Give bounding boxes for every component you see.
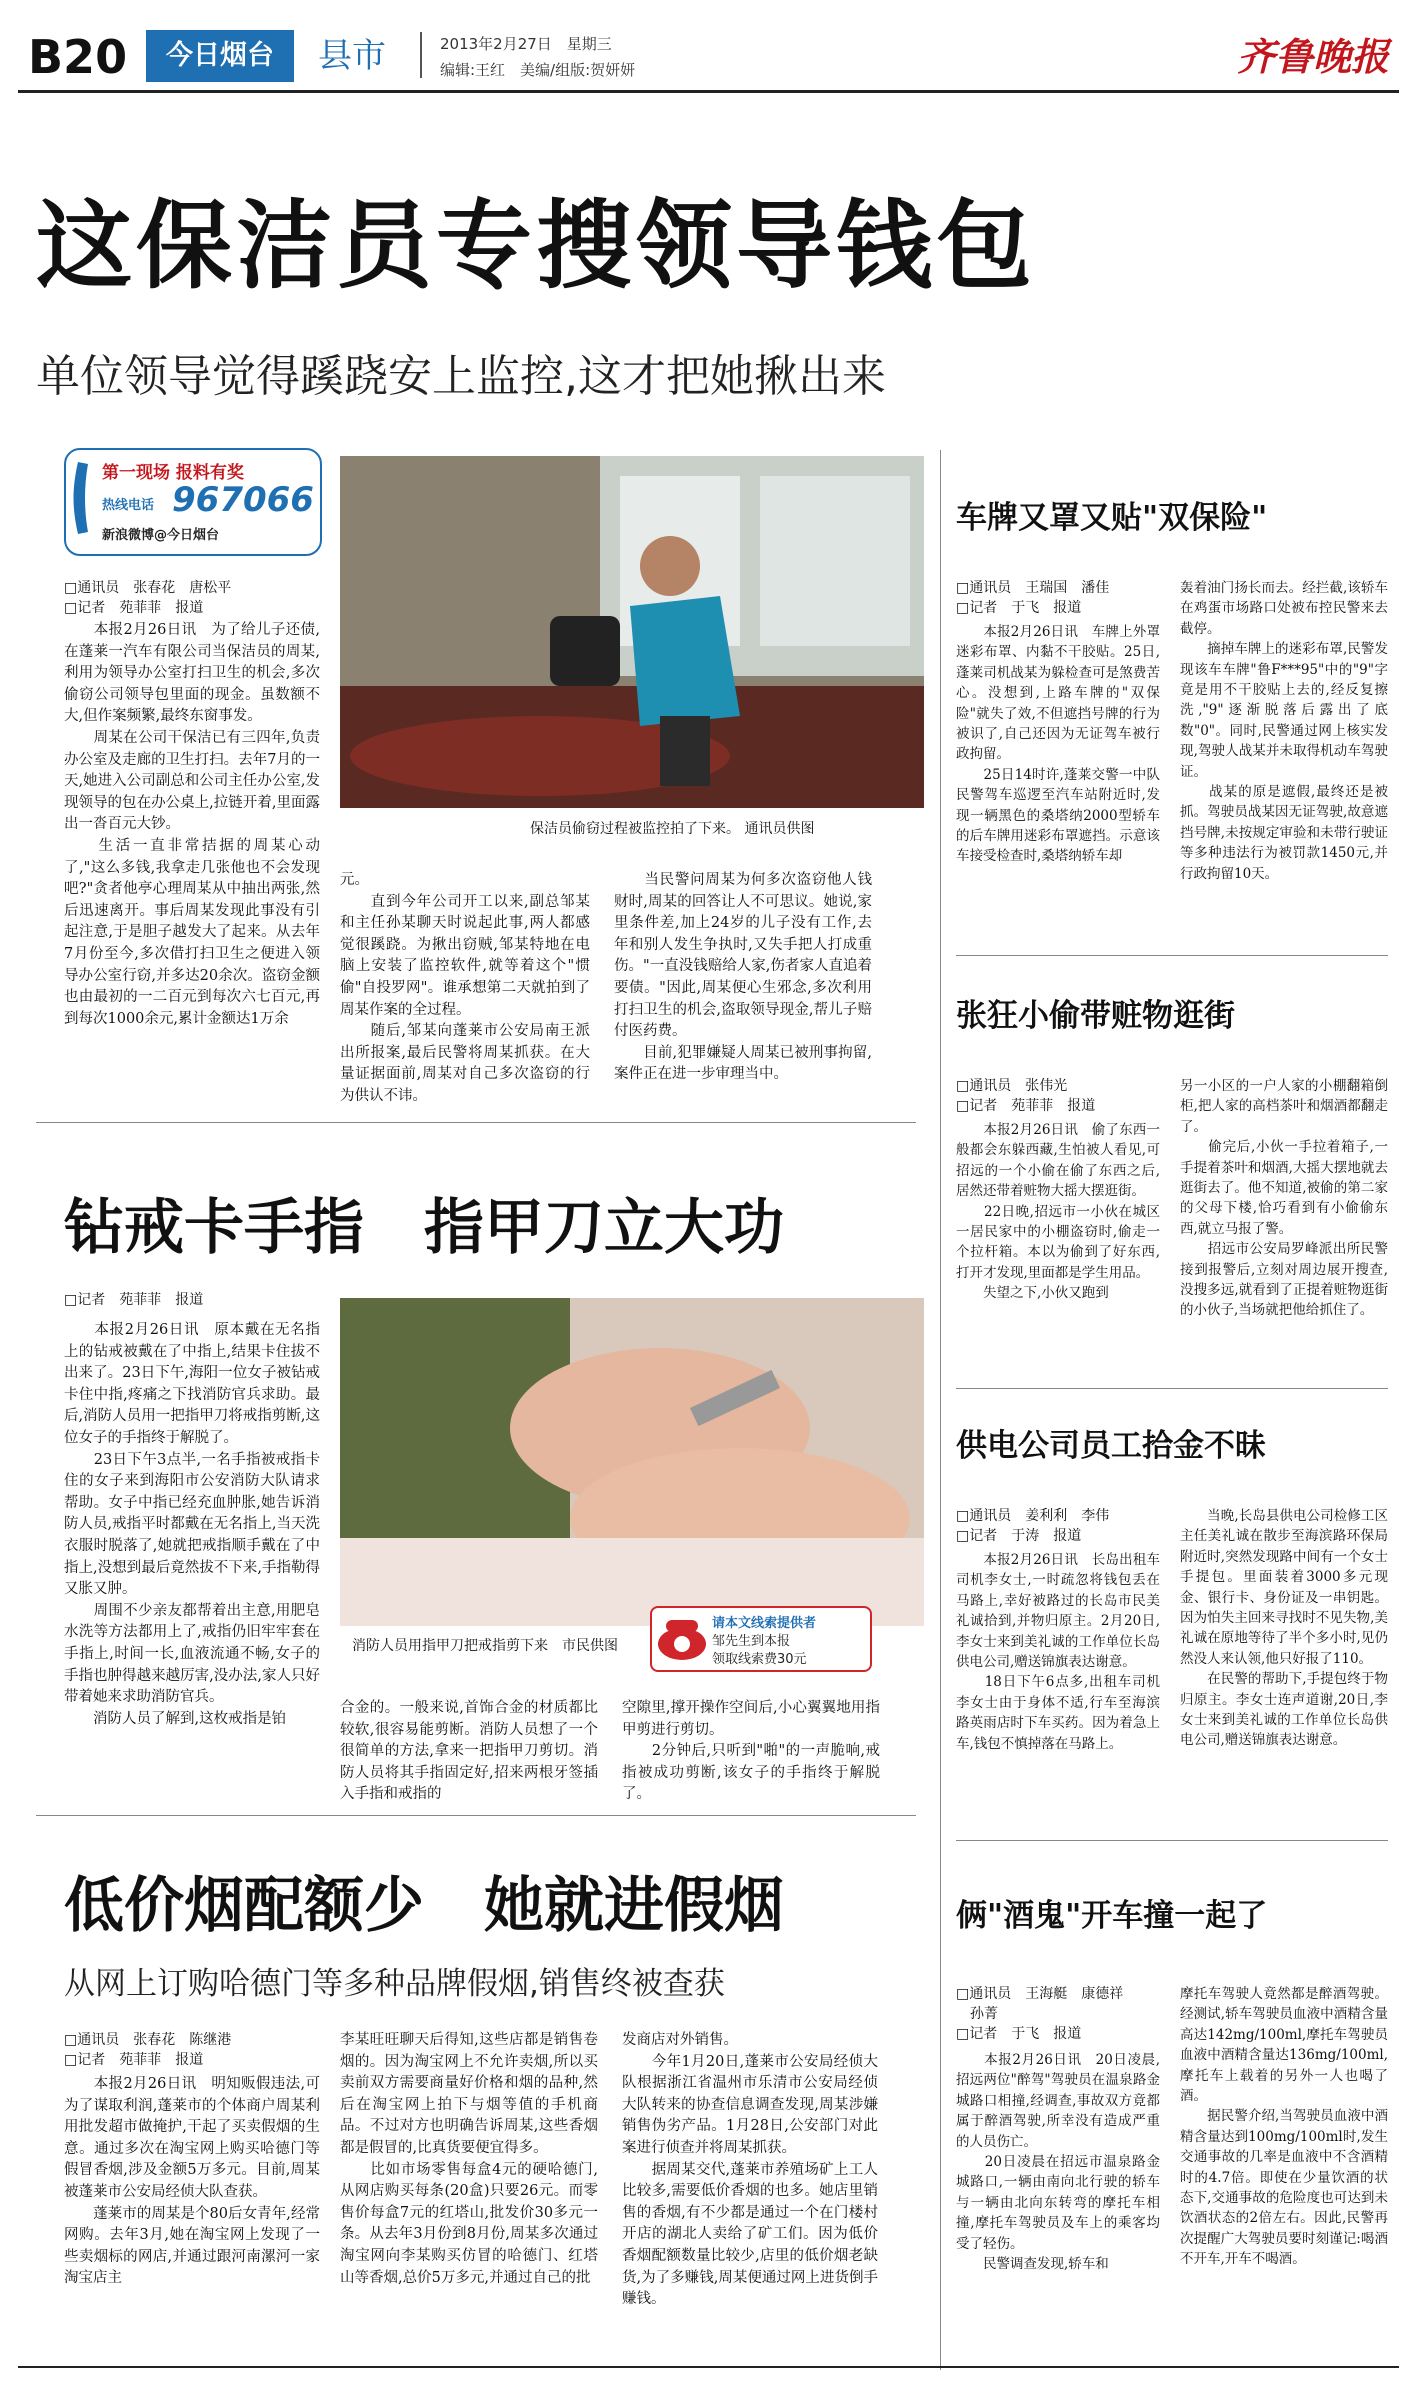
- footer-rule: [18, 2366, 1399, 2368]
- hotline-title: 第一现场 报料有奖: [102, 463, 244, 483]
- cig-subhead: 从网上订购哈德门等多种品牌假烟,销售终被查获: [64, 1966, 725, 2002]
- header-rule: [18, 90, 1399, 93]
- phone-handset-icon: [70, 458, 104, 538]
- plate-byline-correspondents: □通讯员 王瑞国 潘佳: [956, 580, 1110, 596]
- thief-rule: [956, 1388, 1388, 1389]
- drunk-body-col2: 摩托车驾驶人竟然都是醉酒驾驶。经测试,轿车驾驶员血液中酒精含量高达142mg/100ml,摩托车驾驶员血液中酒精含量达136mg/100ml,摩托车上载着的另外一人也喝了酒。 据民警介绍,当驾驶员血液中酒精含量达到100mg/100ml时,发生交通事故的几率是血液中不含酒精时的4.7倍。即使在少量饮酒的状态下,交通事故的危险度也可达到未饮酒状态的2倍左右。因此,民警再次提醒广大驾驶员要时刻谨记:喝酒不开车,开车不喝酒。: [1180, 1986, 1388, 2268]
- header-divider: [420, 32, 422, 78]
- main-byline-correspondents: □通讯员 张春花 唐松平: [64, 580, 232, 596]
- hotline-number: 967066: [172, 480, 314, 520]
- ring-byline: □记者 苑菲菲 报道: [64, 1292, 204, 1308]
- power-title: 供电公司员工拾金不昧: [956, 1428, 1266, 1464]
- tip-reward-line3: 领取线索费30元: [712, 1652, 807, 1667]
- main-byline-reporter: □记者 苑菲菲 报道: [64, 600, 204, 616]
- power-byline-reporter: □记者 于涛 报道: [956, 1528, 1082, 1544]
- power-byline: [956, 1506, 1109, 1546]
- cig-body-col2: 李某旺旺聊天后得知,这些店都是销售卷烟的。因为淘宝网上不允许卖烟,所以买卖前双方需要商量好价格和烟的品种,然后在淘宝网上拍下与烟等值的手机商品。不过对方也明确告诉周某,这些香烟都是假冒的,比真货要便宜得多。 比如市场零售每盒4元的硬哈德门,从网店购买每条(20盒)只要26元。而零售价每盒7元的红塔山,批发价30多元一条。从去年3月份到8月份,周某多次通过淘宝网向李某购买仿冒的哈德门、红塔山等香烟,总价5万多元,并通过自己的批: [340, 2032, 598, 2286]
- cig-byline: [64, 2030, 231, 2070]
- ring-photo: [340, 1298, 924, 1626]
- tip-reward-line1: 请本文线索提供者: [712, 1616, 817, 1631]
- ring-photo-caption: 消防人员用指甲刀把戒指剪下来 市民供图: [352, 1638, 618, 1654]
- plate-body-col1: 本报2月26日讯 车牌上外罩迷彩布罩、内黏不干胶贴。25日,蓬莱司机战某为躲检查可是煞费苦心。没想到,上路车牌的"双保险"就失了效,不但遮挡号牌的行为被识了,自己还因为无证驾车被行政拘留。 25日14时许,蓬莱交警一中队民警驾车巡逻至汽车站附近时,发现一辆黑色的桑塔纳2000型轿车的后车牌用迷彩布罩遮挡。示意该车接受检查时,桑塔纳轿车却: [956, 624, 1160, 865]
- drunk-title: 俩"酒鬼"开车撞一起了: [956, 1898, 1268, 1934]
- plate-title: 车牌又罩又贴"双保险": [956, 500, 1268, 536]
- cig-body-col3: 发商店对外销售。 今年1月20日,蓬莱市公安局经侦大队根据浙江省温州市乐清市公安局经侦大队转来的协查信息调查发现,周某涉嫌销售伪劣产品。1月28日,公安部门对此案进行侦查并将周某抓获。 据周某交代,蓬莱市养殖场矿上工人比较多,需要低价香烟的也多。她店里销售的香烟,有不少都是通过一个在门楼村开店的湖北人卖给了矿工们。因为低价香烟配额数量比较少,店里的低价烟老缺货,为了多赚钱,周某便通过网上进货倒手赚钱。: [622, 2032, 878, 2308]
- thief-byline: [956, 1076, 1095, 1116]
- thief-body-col2: 另一小区的一户人家的小棚翻箱倒柜,把人家的高档茶叶和烟酒都翻走了。 偷完后,小伙一手拉着箱子,一手提着茶叶和烟酒,大摇大摆地就去逛街去了。他不知道,被偷的第二家的父母下楼,恰巧看到有小偷偷东西,就立马报了警。 招远市公安局罗峰派出所民警接到报警后,立刻对周边展开搜查,没搜多远,就看到了正提着赃物逛街的小伙子,当场就把他给抓住了。: [1180, 1078, 1388, 1319]
- power-byline-correspondents: □通讯员 姜利利 李伟: [956, 1508, 1110, 1524]
- region-label: 县市: [318, 36, 386, 76]
- editor-credits: 编辑:王红 美编/组版:贺妍妍: [440, 61, 636, 79]
- issue-date: 2013年2月27日 星期三: [440, 35, 612, 53]
- main-subhead: 单位领导觉得蹊跷安上监控,这才把她揪出来: [36, 351, 886, 402]
- plate-body-col2: 轰着油门扬长而去。经拦截,该轿车在鸡蛋市场路口处被布控民警来去截停。 摘掉车牌上的迷彩布罩,民警发现该车车牌"鲁F***95"中的"9"字竟是用不干胶贴上去的,经反复擦洗,"9"逐渐脱落后露出了底数"0"。同时,民警通过网上核实发现,驾驶人战某并未取得机动车驾驶证。 战某的原是遮假,最终还是被抓。驾驶员战某因无证驾驶,故意遮挡号牌,未按规定审验和未带行驶证等多种违法行为被罚款1450元,并行政拘留10天。: [1180, 580, 1388, 882]
- drunk-byline-correspondents-cont: 孙菁: [956, 2006, 998, 2022]
- plate-byline-reporter: □记者 于飞 报道: [956, 600, 1082, 616]
- main-headline: 这保洁员专搜领导钱包: [36, 190, 1036, 302]
- newspaper-logo: 齐鲁晚报: [1236, 34, 1389, 79]
- main-byline: [64, 578, 324, 618]
- cig-headline: 低价烟配额少 她就进假烟: [64, 1871, 784, 1941]
- main-body-col3: 当民警问周某为何多次盗窃他人钱财时,周某的回答让人不可思议。她说,家里条件差,加上24岁的儿子没有工作,去年和别人发生争执时,又失手把人打成重伤。"一直没钱赔给人家,伤者家人直追着要债。"因此,周某便心生邪念,多次利用打扫卫生的机会,盗取领导现金,帮儿子赔付医药费。 目前,犯罪嫌疑人周某已被刑事拘留,案件正在进一步审理当中。: [614, 872, 872, 1083]
- power-rule: [956, 1840, 1388, 1841]
- hotline-label: 热线电话: [102, 498, 155, 513]
- ring-headline: 钻戒卡手指 指甲刀立大功: [64, 1193, 784, 1263]
- main-photo-caption: 保洁员偷窃过程被监控拍了下来。 通讯员供图: [530, 821, 815, 837]
- tip-reward-line2: 邹先生到本报: [712, 1634, 791, 1649]
- cig-byline-reporter: □记者 苑菲菲 报道: [64, 2052, 204, 2068]
- power-body-col1: 本报2月26日讯 长岛出租车司机李女士,一时疏忽将钱包丢在马路上,幸好被路过的长岛市民美礼诚拾到,并物归原主。2月20日,李女士来到美礼诚的工作单位长岛供电公司,赠送锦旗表达谢意。 18日下午6点多,出租车司机李女士由于身体不适,行车至海滨路英雨店时下车买药。因为着急上车,钱包不慎掉落在马路上。: [956, 1552, 1160, 1752]
- ring-rule: [36, 1815, 916, 1816]
- power-body-col2: 当晚,长岛县供电公司检修工区主任美礼诚在散步至海滨路环保局附近时,突然发现路中间有一个女士手提包。里面装着3000多元现金、银行卡、身份证及一串钥匙。因为怕失主回来寻找时不见失物,美礼诚在原地等待了半个多小时,见仍然没人来认领,他只好报了110。 在民警的帮助下,手提包终于物归原主。李女士连声道谢,20日,李女士来到美礼诚的工作单位长岛供电公司,赠送锦旗表达谢意。: [1180, 1508, 1388, 1749]
- cig-body-col1: 本报2月26日讯 明知贩假违法,可为了谋取利润,蓬莱市的个体商户周某利用批发超市做掩护,干起了买卖假烟的生意。通过多次在淘宝网上购买哈德门等假冒香烟,涉及金额5万多元。目前,周某被蓬莱市公安局经侦大队查获。 蓬莱市的周某是个80后女青年,经常网购。去年3月,她在淘宝网上发现了一些卖烟标的网店,并通过跟河南漯河一家淘宝店主: [64, 2076, 320, 2287]
- drunk-byline: [956, 1984, 1123, 2044]
- hotline-weibo: 新浪微博@今日烟台: [102, 528, 220, 543]
- thief-body-col1: 本报2月26日讯 偷了东西一般都会东躲西藏,生怕被人看见,可招远的一个小偷在偷了东西之后,居然还带着赃物大摇大摆逛街。 22日晚,招远市一小伙在城区一居民家中的小棚盗窃时,偷走一个拉杆箱。本以为偷到了好东西,打开才发现,里面都是学生用品。 失望之下,小伙又跑到: [956, 1122, 1160, 1302]
- ring-cutting-photo-image: [340, 1298, 924, 1626]
- ring-body-col2: 合金的。一般来说,首饰合金的材质都比较软,很容易能剪断。消防人员想了一个很简单的方法,拿来一把指甲刀剪切。消防人员将其手指固定好,招来两根牙签插入手指和戒指的: [340, 1700, 598, 1803]
- hotline-box: [64, 448, 322, 556]
- thief-byline-reporter: □记者 苑菲菲 报道: [956, 1098, 1096, 1114]
- drunk-body-col1: 本报2月26日讯 20日凌晨,招远两位"醉驾"驾驶员在温泉路金城路口相撞,经调查,事故双方竟都属于醉酒驾驶,所幸没有造成严重的人员伤亡。 20日凌晨在招远市温泉路金城路口,一辆由南向北行驶的轿车与一辆由北向东转弯的摩托车相撞,摩托车驾驶员及车上的乘客均受了轻伤。 民警调查发现,轿车和: [956, 2052, 1160, 2273]
- ring-body-col3: 空隙里,撑开操作空间后,小心翼翼地用指甲剪进行剪切。 2分钟后,只听到"啪"的一声脆响,戒指被成功剪断,该女子的手指终于解脱了。: [622, 1700, 880, 1803]
- page-number: B20: [28, 30, 128, 84]
- ring-body-col1: 本报2月26日讯 原本戴在无名指上的钻戒被戴在了中指上,结果卡住拔不出来了。23日下午,海阳一位女子被钻戒卡住中指,疼痛之下找消防官兵求助。最后,消防人员用一把指甲刀将戒指剪断,这位女子的手指终于解脱了。 23日下午3点半,一名手指被戒指卡住的女子来到海阳市公安消防大队请求帮助。女子中指已经充血肿胀,她告诉消防人员,戒指平时都戴在无名指上,当天洗衣服时脱落了,她就把戒指顺手戴在了中指上,没想到最后竟然拔不下来,手指勒得又胀又肿。 周围不少亲友都帮着出主意,用肥皂水洗等方法都用上了,戒指仍旧牢牢套在手指上,时间一长,血液流通不畅,女子的手指也肿得越来越厉害,没办法,家人只好带着她来求助消防官兵。 消防人员了解到,这枚戒指是铂: [64, 1322, 320, 1727]
- thief-title: 张狂小偷带赃物逛街: [956, 998, 1235, 1034]
- tip-reward-box: [650, 1606, 872, 1672]
- telephone-icon: [656, 1614, 708, 1662]
- surveillance-photo-image: [340, 456, 924, 808]
- plate-rule: [956, 955, 1388, 956]
- plate-byline: [956, 578, 1109, 618]
- main-body-col1: 本报2月26日讯 为了给儿子还债,在蓬莱一汽车有限公司当保洁员的周某,利用为领导办公室打扫卫生的机会,多次偷窃公司领导包里面的现金。虽数额不大,但作案频繁,最终东窗事发。 周某在公司干保洁已有三四年,负责办公室及走廊的卫生打扫。去年7月的一天,她进入公司副总和公司主任办公室,发现领导的包在办公桌上,拉链开着,里面露出一沓百元大钞。 生活一直非常拮据的周某心动了,"这么多钱,我拿走几张他也不会发现吧?"贪者他亭心理周某从中抽出两张,然后迅速离开。事后周某发现此事没有引起注意,于是胆子越发大了起来。从去年7月份至今,多次借打扫卫生之便进入领导办公室行窃,并多达20余次。盗窃金额也由最初的一二百元到每次六七百元,再到每次1000余元,累计金额达1万余: [64, 622, 320, 1027]
- main-rule: [36, 1122, 916, 1123]
- thief-byline-correspondent: □通讯员 张伟光: [956, 1078, 1068, 1094]
- main-body-col2: 元。 直到今年公司开工以来,副总邹某和主任孙某聊天时说起此事,两人都感觉很蹊跷。为揪出窃贼,邹某特地在电脑上安装了监控软件,就等着这个"惯偷"自投罗网"。谁承想第二天就拍到了周某作案的全过程。 随后,邹某向蓬莱市公安局南王派出所报案,最后民警将周某抓获。在大量证据面前,周某对自己多次盗窃的行为供认不讳。: [340, 872, 590, 1104]
- drunk-byline-reporter: □记者 于飞 报道: [956, 2026, 1082, 2042]
- cig-byline-correspondents: □通讯员 张春花 陈继港: [64, 2032, 232, 2048]
- drunk-byline-correspondents: □通讯员 王海艇 康德祥: [956, 1986, 1124, 2002]
- sidebar-divider: [940, 450, 941, 2370]
- main-photo: [340, 456, 924, 808]
- section-badge: 今日烟台: [146, 30, 294, 82]
